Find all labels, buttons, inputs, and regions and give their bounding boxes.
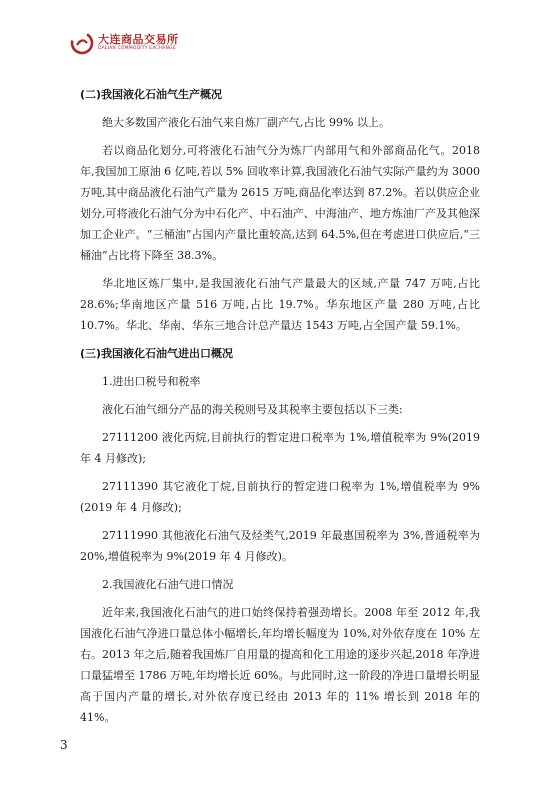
paragraph: 27111990 其他液化石油气及烃类气,2019 年最惠国税率为 3%,普通税率为 20%,增值税率为 9%(2019 年 4 月修改)。: [80, 529, 480, 563]
page-number: 3: [60, 738, 68, 752]
subheading: 1.进出口税号和税率: [102, 375, 201, 388]
paragraph: 华北地区炼厂集中,是我国液化石油气产量最大的区域,产量 747 万吨,占比 28.6%;华南地区产量 516 万吨,占比 19.7%。华东地区产量 280 万吨,占比 10.7%。华北、华南、华东三地合计总产量达 1543 万吨,占全国产量 59.1%。: [80, 277, 480, 332]
subheading: 2.我国液化石油气进口情况: [102, 578, 234, 591]
section-heading-import-export: (三)我国液化石油气进出口概况: [80, 347, 234, 360]
paragraph: 绝大多数国产液化石油气来自炼厂副产气,占比 99% 以上。: [102, 116, 390, 129]
dce-logo-icon: [70, 31, 94, 55]
paragraph: 若以商品化划分,可将液化石油气分为炼厂内部用气和外部商品化气。2018 年,我国加工原油 6 亿吨,若以 5% 回收率计算,我国液化石油气实际产量约为 3000 万吨,其中商品液化石油气产量为 2615 万吨,商品化率达到 87.2%。若以供应企业划分,可将液化石油气分为中石化产、中石油产、中海油产、地方炼油厂产及其他深加工企业产。“三桶油”占国内产量比重较高,达到 64.5%,但在考虑进口供应后,“三桶油”占比将下降至 38.3%。: [80, 144, 480, 262]
paragraph: 27111390 其它液化丁烷,目前执行的暂定进口税率为 1%,增值税率为 9%(2019 年 4 月修改);: [80, 480, 480, 514]
paragraph: 液化石油气细分产品的海关税则号及其税率主要包括以下三类:: [102, 403, 403, 416]
header: [70, 30, 179, 56]
brand-name-en: DALIAN COMMODITY EXCHANGE: [98, 46, 176, 52]
document-body: [80, 84, 480, 728]
paragraph: 近年来,我国液化石油气的进口始终保持着强劲增长。2008 年至 2012 年,我国液化石油气净进口量总体小幅增长,年均增长幅度为 10%,对外依存度在 10% 左右。2013 年之后,随着我国炼厂自用量的提高和化工用途的逐步兴起,2018 年净进口量猛增至 1786 万吨,年均增长近 60%。与此同时,这一阶段的净进口量增长明显高于国内产量的增长,对外依存度已经由 2013 年的 11% 增长到 2018 年的 41%。: [80, 606, 480, 724]
brand-name: 大连商品交易所: [98, 33, 179, 47]
section-heading-production: (二)我国液化石油气生产概况: [80, 88, 223, 101]
paragraph: 27111200 液化丙烷,目前执行的暂定进口税率为 1%,增值税率为 9%(2019 年 4 月修改);: [80, 431, 480, 465]
brand: [98, 34, 179, 52]
